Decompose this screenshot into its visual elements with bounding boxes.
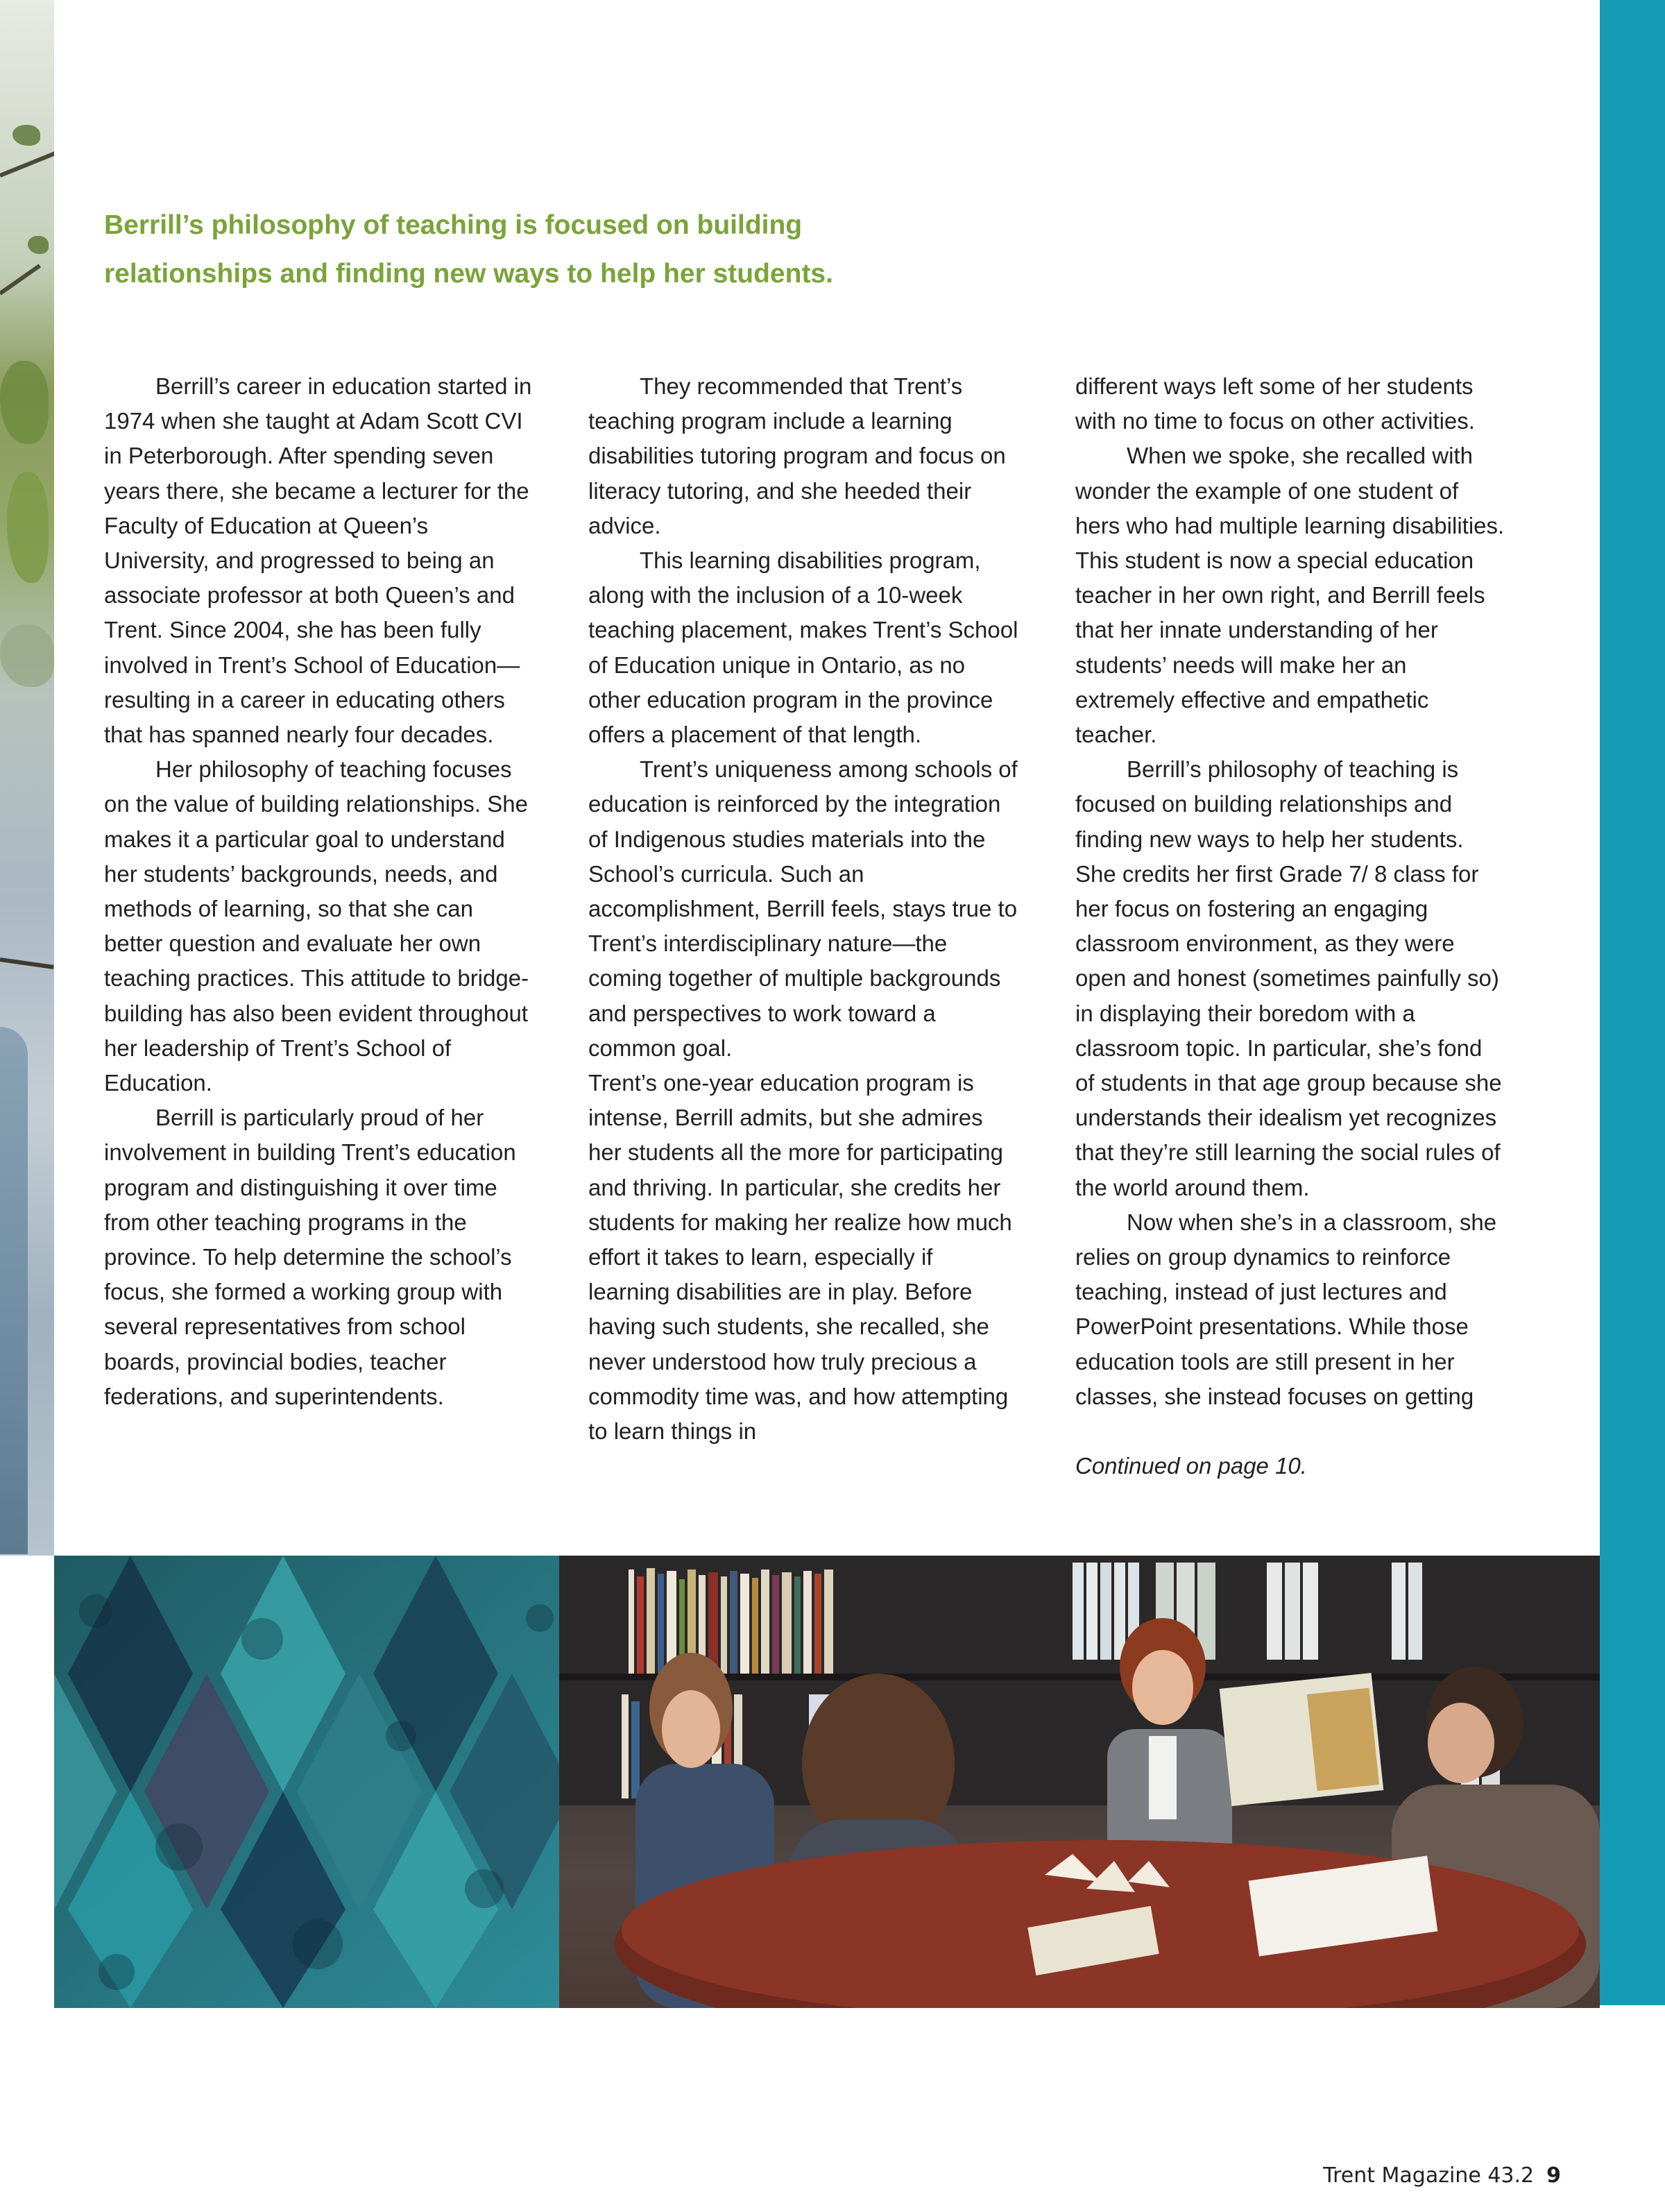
pull-quote — [104, 201, 971, 298]
paragraph: Berrill is particularly proud of her involvement in building Trent’s education program and distinguishing it over time from other teaching programs in the province. To help determine the school’s focus, she formed a working group with several representatives from school boards, provincial bodies, teacher federations, and superintendents. — [104, 1105, 516, 1409]
pull-quote-line-1: Berrill’s philosophy of teaching is focused on building — [104, 210, 803, 240]
publication-name: Trent Magazine 43.2 — [1323, 2163, 1535, 2188]
paragraph: Now when she’s in a classroom, she relies on group dynamics to reinforce teaching, instead of just lectures and PowerPoint presentations. While those education tools are still present in her classes, she instead focuses on getting — [1075, 1209, 1497, 1409]
pull-quote-line-2: relationships and finding new ways to help her students. — [104, 259, 833, 289]
paragraph: different ways left some of her students with no time to focus on other activities. — [1075, 373, 1475, 434]
paragraph: Berrill’s philosophy of teaching is focused on building relationships and finding new ways to help her students. She credits her first Grade 7/ 8 class for her focus on fostering an engaging classroom environment, as they were open and honest (sometimes painfully so) in displaying their boredom with a classroom topic. In particular, she’s fond of students in that age group because she understands their idealism yet recognizes that they’re still learning the social rules of the world around them. — [1075, 756, 1502, 1200]
paragraph: When we spoke, she recalled with wonder the example of one student of hers who had multiple learning disabilities. This student is now a special education teacher in her own right, and Berrill feels that her innate understanding of her students’ needs will make her an extremely effective and empathetic teacher. — [1075, 443, 1505, 748]
teal-side-bar — [1600, 0, 1665, 2005]
article-column-3 — [1075, 369, 1505, 1483]
continued-note: Continued on page 10. — [1075, 1453, 1307, 1479]
page-number: 9 — [1546, 2163, 1561, 2188]
decorative-argyle-pattern — [54, 1556, 559, 2008]
article-column-1 — [104, 369, 534, 1414]
paragraph: They recommended that Trent’s teaching program include a learning disabilities tutoring program and focus on literacy tutoring, and she heeded their advice. — [588, 373, 1006, 538]
paragraph: This learning disabilities program, along with the inclusion of a 10-week teaching placement, makes Trent’s School of Education unique in Ontario, as no other education program in the province offers a placement of that length. — [588, 547, 1018, 748]
paragraph: Berrill’s career in education started in 1974 when she taught at Adam Scott CVI in Peterborough. After spending seven years there, she became a lecturer for the Faculty of Education at Queen’s University, and progressed to being an associate professor at both Queen’s and Trent. Since 2004, she has been fully involved in Trent’s School of Education—resulting in a career in educating others that has spanned nearly four decades. — [104, 373, 532, 748]
paragraph: Trent’s one-year education program is intense, Berrill admits, but she admires her students all the more for participating and thriving. In particular, she credits her students for making her realize how much effort it takes to learn, especially if learning disabilities are in play. Before having such students, she recalled, she never understood how truly precious a commodity time was, and how attempting to learn things in — [588, 1070, 1012, 1445]
page-footer — [1323, 2163, 1561, 2188]
article-column-2 — [588, 369, 1018, 1449]
paragraph: Her philosophy of teaching focuses on the value of building relationships. She makes it a particular goal to understand her students’ backgrounds, needs, and methods of learning, so that she can better question and evaluate her own teaching practices. This attitude to bridge-building has also been evident throughout her leadership of Trent’s School of Education. — [104, 756, 529, 1096]
paragraph: Trent’s uniqueness among schools of education is reinforced by the integration of Indigenous studies materials into the School’s curricula. Such an accomplishment, Berrill feels, stays true to Trent’s interdisciplinary nature—the coming together of multiple backgrounds and perspectives to work toward a common goal. — [588, 756, 1018, 1061]
classroom-photo — [559, 1556, 1600, 2008]
left-photo-strip — [0, 0, 54, 1556]
